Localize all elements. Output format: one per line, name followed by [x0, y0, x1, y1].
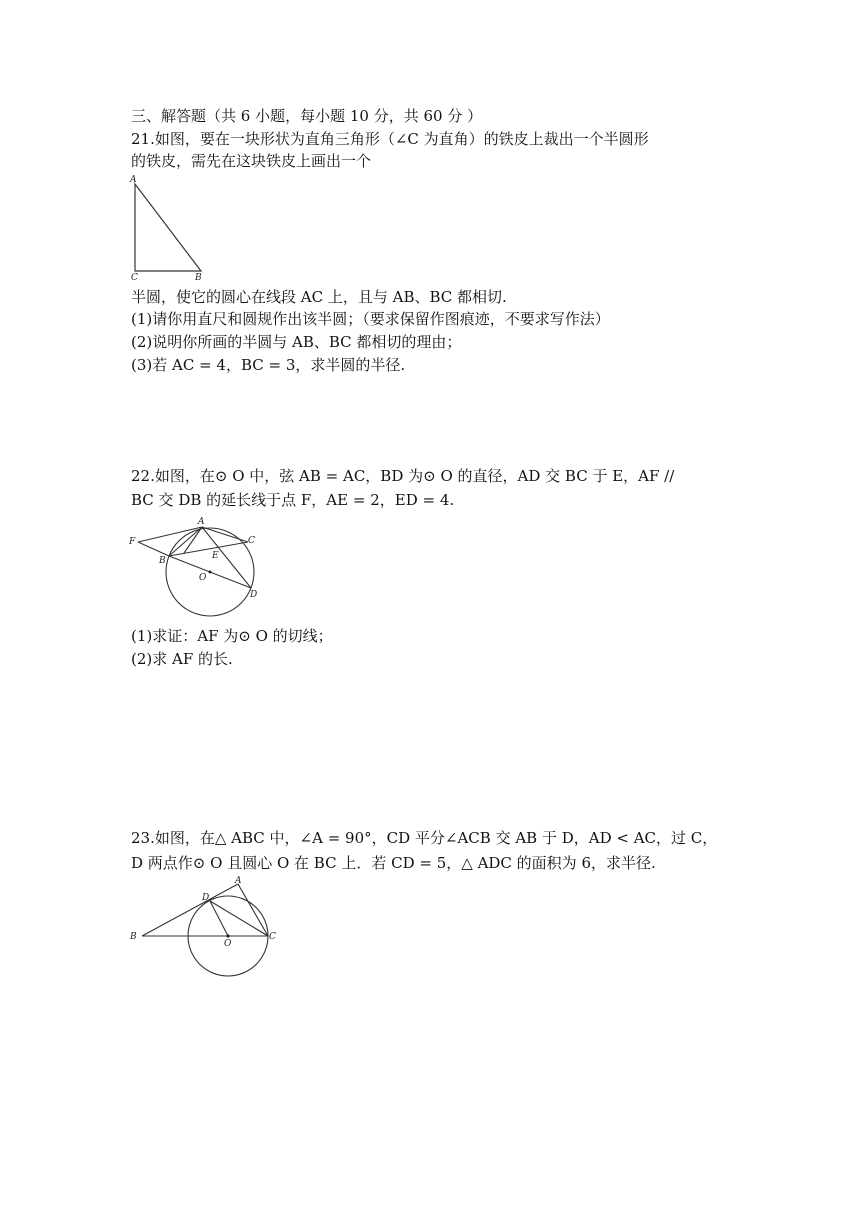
- q21-label-c: C: [131, 273, 138, 283]
- q22-part-2: (2)求 AF 的长.: [131, 650, 233, 668]
- q21-label-b: B: [195, 273, 202, 283]
- q23-segment-ac: [238, 884, 268, 936]
- q21-label-a: A: [130, 175, 137, 185]
- q21-figure: [124, 174, 214, 284]
- q22-segment-fb: [138, 542, 169, 556]
- q23-label-a: A: [235, 876, 242, 886]
- q22-figure: [124, 510, 274, 622]
- q22-label-f: F: [129, 537, 136, 547]
- q23-figure: [124, 872, 284, 984]
- q23-label-b: B: [130, 932, 137, 942]
- q22-segment-fa: [138, 527, 202, 542]
- q21-line-3: 半圆，使它的圆心在线段 AC 上，且与 AB、BC 都相切.: [131, 288, 507, 306]
- q22-segment-bc: [169, 542, 248, 556]
- q22-label-a: A: [198, 517, 205, 527]
- q21-part-2: (2)说明你所画的半圆与 AB、BC 都相切的理由；: [131, 333, 462, 351]
- q21-right-triangle: [135, 184, 201, 271]
- q22-label-c: C: [248, 536, 255, 546]
- q21-part-3: (3)若 AC = 4，BC = 3，求半圆的半径.: [131, 356, 406, 374]
- q23-label-o: O: [224, 939, 232, 949]
- q22-line-1: 22.如图，在⊙ O 中，弦 AB = AC，BD 为⊙ O 的直径，AD 交 BC 于 E，AF //: [131, 467, 675, 485]
- q23-label-c: C: [269, 932, 276, 942]
- q21-part-1: (1)请你用直尺和圆规作出该半圆；（要求保留作图痕迹，不要求写作法）: [131, 310, 610, 328]
- q22-segment-ac: [202, 527, 248, 542]
- q22-center-dot: [209, 571, 212, 574]
- q22-line-2: BC 交 DB 的延长线于点 F，AE = 2，ED = 4.: [131, 491, 455, 509]
- q21-line-2: 的铁皮，需先在这块铁皮上画出一个: [131, 152, 372, 170]
- q23-line-2: D 两点作⊙ O 且圆心 O 在 BC 上．若 CD = 5，△ ADC 的面积为 6，求半径.: [131, 854, 656, 872]
- q23-line-1: 23.如图，在△ ABC 中，∠A = 90°，CD 平分∠ACB 交 AB 于 D，AD < AC，过 C，: [131, 829, 718, 847]
- q22-label-b: B: [159, 556, 166, 566]
- q21-line-1: 21.如图，要在一块形状为直角三角形（∠C 为直角）的铁皮上裁出一个半圆形: [131, 130, 649, 148]
- q22-label-d: D: [250, 590, 258, 600]
- q23-label-d: D: [202, 893, 210, 903]
- q23-center-dot: [226, 934, 229, 937]
- q22-part-1: (1)求证：AF 为⊙ O 的切线；: [131, 627, 333, 645]
- q22-label-o: O: [199, 573, 207, 583]
- section-heading: 三、解答题（共 6 小题，每小题 10 分，共 60 分 ）: [131, 107, 483, 125]
- q22-label-e: E: [212, 551, 219, 561]
